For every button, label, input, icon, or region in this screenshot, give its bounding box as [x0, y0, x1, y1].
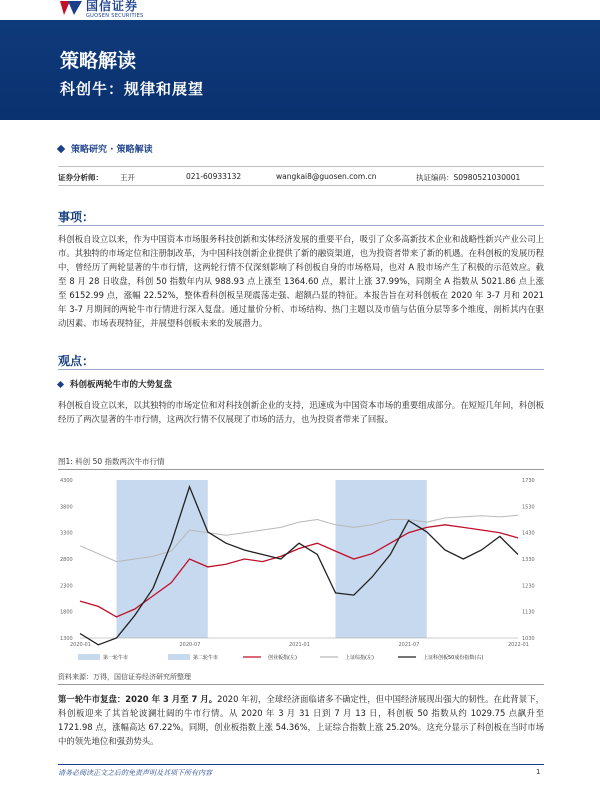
right-tick-label: 1330 [522, 557, 535, 563]
diamond-bullet-icon [57, 380, 64, 387]
right-tick-label: 1030 [522, 636, 535, 642]
source-rule [58, 684, 544, 685]
analyst-label: 证券分析师： [58, 173, 103, 182]
report-category [58, 142, 153, 155]
first-bull-body: 2020 年初，全球经济面临诸多不确定性，但中国经济展现出强大的韧性。在此背景下，科创板迎来了其首轮波澜壮阔的牛市行情。从 2020 年 3 月 31 日到 7 月 13 日，科创板 50 指数从约 1029.75 点飙升至 1721.98 点，涨幅高达 67.22%。同期，创业板指数上涨 54.36%，上证综合指数上涨 25.20%。这充分显示了科创板在当时市场中的领先地位和强劲势头。 [58, 694, 544, 746]
x-tick-label: 2022-01 [508, 642, 529, 648]
analyst-name: 王开 [120, 173, 135, 182]
logo-english: GUOSEN SECURITIES [86, 13, 144, 19]
legend-label: 创业板指(左) [268, 655, 297, 661]
logo-mark-icon [60, 0, 82, 14]
x-tick-label: 2020-01 [70, 642, 91, 648]
logo-chinese: 国信证券 [86, 0, 139, 13]
bull-market-chart [58, 472, 544, 668]
legend-label: 第二轮牛市 [193, 655, 219, 661]
legend-label: 第一轮牛市 [103, 655, 129, 661]
chart-svg [58, 472, 544, 668]
bull-review-body: 科创板自设立以来，以其独特的市场定位和对科技创新企业的支持，迅速成为中国资本市场的重要组成部分。在短短几年间，科创板经历了两次显著的牛市行情，这两次行情不仅展现了市场的活力，也为投资者带来了回报。 [58, 400, 544, 424]
view-rule [58, 369, 544, 370]
x-tick-label: 2021-01 [289, 642, 310, 648]
footer-disclaimer: 请务必阅读正文之后的免责声明及其项下所有内容 [58, 769, 212, 777]
legend-swatch [168, 654, 190, 660]
x-tick-label: 2020-07 [179, 642, 201, 648]
right-tick-label: 1430 [522, 530, 535, 537]
left-tick-label: 3300 [60, 530, 73, 537]
bull-band-1 [117, 480, 208, 638]
view-heading: 观点： [58, 354, 95, 368]
right-tick-label: 1230 [522, 583, 535, 590]
figure-caption: 图1: 科创 50 指数两次牛市行情 [58, 457, 165, 466]
title-banner [0, 20, 600, 120]
legend-label: 上证科创板50成份指数(右) [423, 655, 484, 661]
left-tick-label: 2800 [60, 557, 73, 563]
left-tick-label: 1800 [60, 609, 73, 616]
analyst-info [58, 166, 544, 186]
matter-rule [58, 225, 544, 226]
analyst-cert: 执证编码：S0980521030001 [416, 173, 521, 182]
figure-rule [58, 469, 544, 470]
right-tick-label: 1730 [522, 478, 535, 484]
right-tick-label: 1130 [522, 609, 535, 616]
matter-heading: 事项： [58, 210, 95, 224]
legend-label: 上证综指(左) [345, 655, 374, 661]
page-number: 1 [536, 768, 541, 776]
left-tick-label: 4300 [60, 478, 73, 484]
subheading-text: 科创板两轮牛市的大势复盘 [70, 380, 173, 390]
left-tick-label: 3800 [60, 504, 73, 511]
left-tick-label: 2300 [60, 583, 73, 590]
analyst-email[interactable]: wangkai8@guosen.com.cn [276, 172, 377, 181]
footer-rule [58, 764, 544, 765]
report-title: 科创牛：规律和展望 [60, 80, 205, 98]
x-tick-label: 2021-07 [398, 642, 420, 648]
report-type: 策略解读 [60, 50, 137, 72]
subheading-bull-review [58, 378, 172, 390]
bull-band-2 [336, 480, 427, 638]
company-logo [60, 0, 144, 20]
right-tick-label: 1530 [522, 504, 535, 511]
first-bull-title: 第一轮牛市复盘：2020 年 3 月至 7 月。 [58, 694, 218, 704]
diamond-bullet-icon [57, 144, 65, 152]
category-text: 策略研究 · 策略解读 [71, 145, 153, 155]
top-bar [0, 0, 600, 20]
legend-swatch [78, 654, 100, 660]
first-bull-paragraph [58, 692, 544, 748]
left-tick-label: 1300 [60, 636, 73, 642]
matter-body: 科创板自设立以来，作为中国资本市场服务科技创新和实体经济发展的重要平台，吸引了众多高新技术企业和战略性新兴产业公司上市。其独特的市场定位和注册制改革，为中国科技创新企业提供了新的融资渠道，也为投资者带来了新的机遇。在科创板的发展历程中，曾经历了两轮显著的牛市行情，这两轮行情不仅深刻影响了科创板自身的市场格局，也对 A 股市场产生了积极的示范效应。截至 8 月 28 日收盘，科创 50 指数年内从 988.93 点上涨至 1364.60 点，累计上涨 37.99%，同期全 A 指数从 5021.86 点上涨至 6152.99 点，涨幅 22.52%，整体看科创板呈现震荡走强、超额凸显的特征。本报告旨在对科创板在 2020 年 3-7 月和 2021 年 3-7 月期间的两轮牛市行情进行深入复盘。通过量价分析、市场结构、热门主题以及市值与估值分层等多个维度，剖析其内在驱动因素、市场表现特征，并展望科创板未来的发展潜力。 [58, 234, 544, 328]
figure-source: 资料来源：万得，国信证券经济研究所整理 [58, 673, 191, 681]
analyst-phone: 021-60933132 [186, 172, 242, 181]
